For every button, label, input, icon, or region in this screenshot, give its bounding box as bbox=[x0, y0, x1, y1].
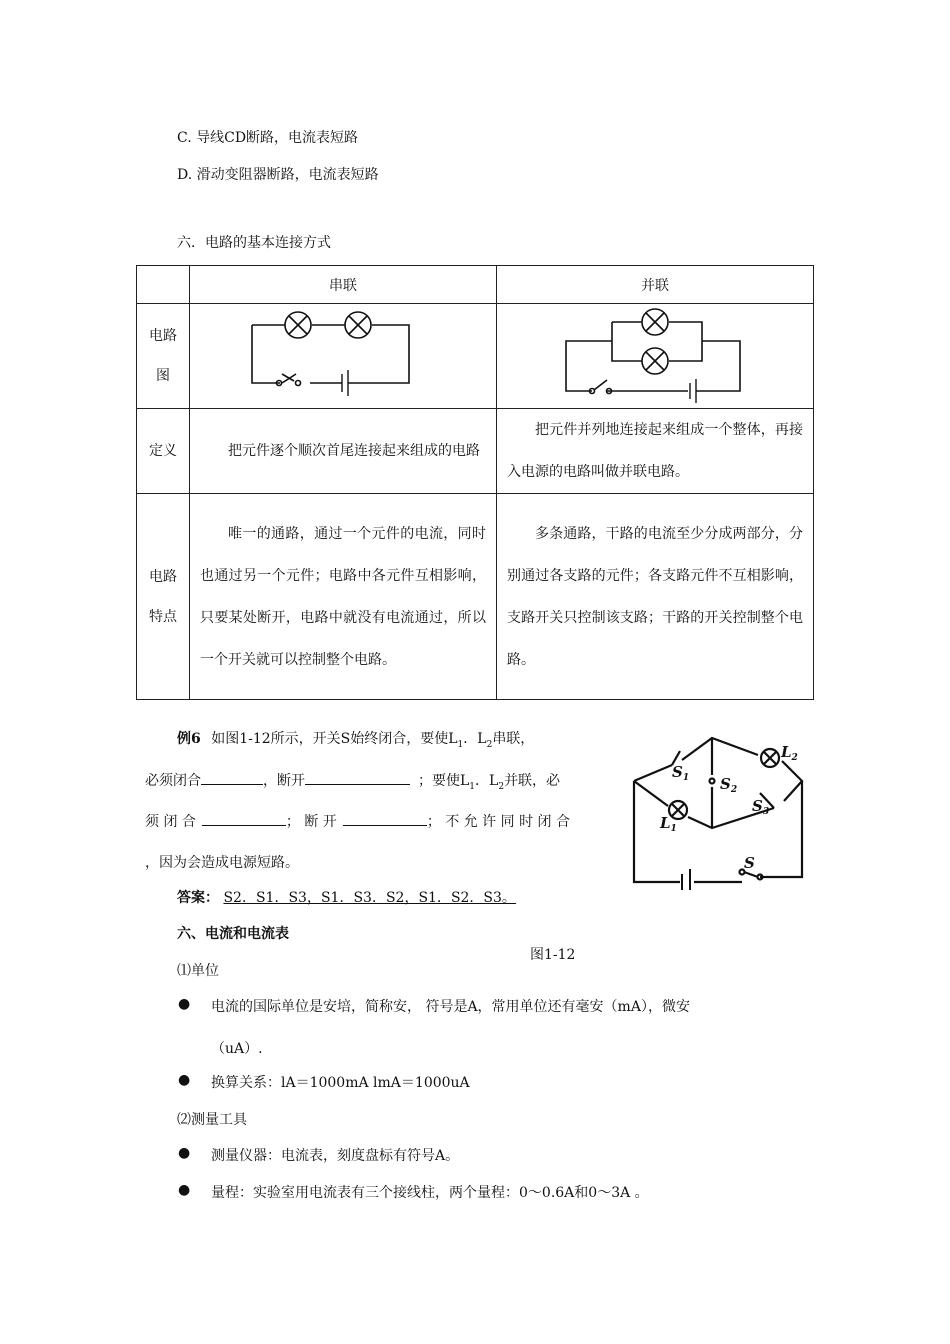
option-d: D. 滑动变阻器断路，电流表短路 bbox=[177, 167, 379, 183]
table-row-definition bbox=[137, 409, 814, 494]
example6-line2-c: ；要使L bbox=[418, 773, 470, 789]
series-diagram-cell bbox=[190, 304, 497, 409]
bullet-1-text-line2: （uA）. bbox=[211, 1041, 263, 1057]
series-definition: 把元件逐个顺次首尾连接起来组成的电路 bbox=[190, 409, 497, 494]
table-header-series: 串联 bbox=[190, 266, 497, 304]
parallel-definition: 把元件并列地连接起来组成一个整体，再接入电源的电路叫做并联电路。 bbox=[497, 409, 814, 494]
parallel-features: 多条通路，干路的电流至少分成两部分，分别通过各支路的元件；各支路元件不互相影响，支路开关只控制该支路；干路的开关控制整个电路。 bbox=[497, 494, 814, 700]
comparison-table bbox=[136, 265, 814, 700]
figure-label-s3: $S_3$ bbox=[752, 797, 770, 817]
example6-line2-d: ．L bbox=[475, 773, 499, 789]
table-header-row bbox=[137, 266, 814, 304]
series-features: 唯一的通路，通过一个元件的电流，同时也通过另一个元件；电路中各元件互相影响，只要某处断开，电路中就没有电流通过，所以一个开关就可以控制整个电路。 bbox=[190, 494, 497, 700]
example6-line3-c: ； 不 允 许 同 时 闭 合 bbox=[426, 814, 570, 830]
bullet-4-text: 量程：实验室用电流表有三个接线柱，两个量程：0～0.6A和0～3A 。 bbox=[211, 1185, 649, 1201]
example6-line4: ，因为会造成电源短路。 bbox=[145, 855, 299, 871]
bullet-1-text: 电流的国际单位是安培，简称安， 符号是A，常用单位还有毫安（mA），微安 bbox=[211, 999, 690, 1015]
figure-label-l1: $L_1$ bbox=[660, 814, 677, 834]
blank-4[interactable] bbox=[343, 811, 427, 826]
example6-line2-sub1: 1 bbox=[469, 781, 476, 792]
example6-line3-b: ； 断 开 bbox=[285, 814, 337, 830]
table-row-features bbox=[137, 494, 814, 700]
answer-text: S2．S1．S3，S1．S3．S2，S1．S2．S3。 bbox=[223, 890, 516, 906]
table-header-empty bbox=[137, 266, 190, 304]
bullet-3-text: 测量仪器：电流表，刻度盘标有符号A。 bbox=[211, 1148, 460, 1164]
example6-answer bbox=[177, 887, 516, 907]
example6-line1-end: 串联， bbox=[492, 731, 535, 747]
current-section-title: 六、电流和电流表 bbox=[177, 926, 289, 942]
example6-line1-sub2: 2 bbox=[486, 739, 493, 750]
row-label-diagram-line1: 电路 bbox=[149, 328, 177, 344]
table-row-diagram bbox=[137, 304, 814, 409]
example6-line2-e: 并联，必 bbox=[504, 773, 561, 789]
unit-heading: ⑴单位 bbox=[177, 963, 219, 979]
blank-1[interactable] bbox=[201, 770, 263, 785]
row-label-features-line2: 特点 bbox=[149, 608, 177, 625]
figure-caption: 图1-12 bbox=[530, 947, 576, 963]
bullet-2-text: 换算关系：lA＝1000mA lmA＝1000uA bbox=[211, 1075, 470, 1091]
figure-label-s2: $S_2$ bbox=[720, 775, 738, 795]
bullet-4-icon: ● bbox=[178, 1182, 191, 1198]
figure-label-s1: $S_1$ bbox=[672, 763, 690, 783]
blank-2[interactable] bbox=[305, 770, 410, 785]
figure-label-l2: $L_2$ bbox=[781, 743, 798, 763]
blank-3[interactable] bbox=[202, 811, 286, 826]
bullet-3-icon: ● bbox=[178, 1145, 191, 1161]
parallel-diagram-cell bbox=[497, 304, 814, 409]
bullet-1-icon: ● bbox=[178, 996, 191, 1012]
figure-label-s: S bbox=[744, 854, 755, 872]
series-circuit-diagram bbox=[190, 304, 497, 404]
example6-label: 例6 bbox=[177, 731, 201, 747]
example6-line1 bbox=[177, 728, 534, 750]
figure-1-12-circuit bbox=[624, 725, 814, 890]
example6-line1-mid: ．L bbox=[463, 731, 487, 747]
example6-line2-a: 必须闭合 bbox=[145, 773, 201, 789]
parallel-circuit-diagram bbox=[497, 304, 813, 404]
example6-line1-text: 如图1-12所示，开关S始终闭合，要使L bbox=[211, 731, 458, 747]
row-label-diagram bbox=[137, 304, 190, 409]
example6-line2-b: ，断开 bbox=[263, 773, 305, 789]
option-c: C. 导线CD断路，电流表短路 bbox=[177, 130, 359, 146]
row-label-features-line1: 电路 bbox=[149, 568, 177, 585]
bullet-2-icon: ● bbox=[178, 1072, 191, 1088]
row-label-definition: 定义 bbox=[137, 409, 190, 494]
row-label-features bbox=[137, 494, 190, 700]
example6-line3-a: 须 闭 合 bbox=[145, 814, 196, 830]
row-label-diagram-line2: 图 bbox=[156, 368, 170, 384]
table-header-parallel: 并联 bbox=[497, 266, 814, 304]
section-title-connection-methods: 六．电路的基本连接方式 bbox=[177, 235, 331, 251]
example6-line3 bbox=[145, 811, 570, 831]
example6-line1-sub1: 1 bbox=[457, 739, 464, 750]
tool-heading: ⑵测量工具 bbox=[177, 1112, 247, 1128]
example6-line2-sub2: 2 bbox=[498, 781, 505, 792]
answer-label: 答案： bbox=[177, 890, 219, 906]
example6-line2 bbox=[145, 770, 560, 792]
